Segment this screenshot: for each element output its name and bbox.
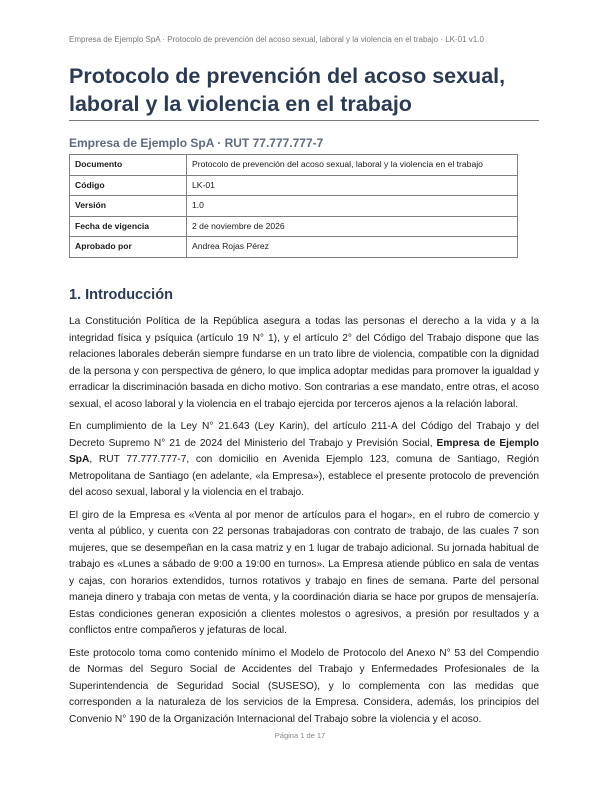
row-label: Versión	[70, 196, 187, 217]
row-value: Andrea Rojas Pérez	[187, 237, 518, 258]
paragraph: El giro de la Empresa es «Venta al por menor de artículos para el hogar», en el rubro de comercio y venta al público, y cuenta con 22 personas trabajadoras con contrato de trabajo, de las cuales 7 son mujeres, que se desempeñan en la casa matriz y en 1 lugar de trabajo adicional. Su jornada habitual de trabajo es «Lunes a sábado de 9:00 a 19:00 en turnos». La Empresa atiende público en sala de ventas y cajas, con horarios extendidos, turnos rotativos y trabajo en fines de semana. Parte del personal maneja dinero y trabaja con metas de venta, y la coordinación diaria se hace por grupos de mensajería. Estas condiciones generan exposición a clientes molestos o agresivos, a presión por resultados y a conflictos entre compañeros y jefaturas de local.	[69, 509, 539, 636]
page-number: Página 1 de 17	[274, 731, 326, 740]
metadata-table	[69, 154, 518, 258]
row-label: Documento	[70, 155, 187, 176]
paragraph-text: En cumplimiento de la Ley N° 21.643 (Ley Karin), del artículo 211-A del Código del Trabajo y del Decreto Supremo N° 21 de 2024 del Ministerio del Trabajo y Previsión Social,	[69, 421, 539, 449]
table-row	[70, 237, 518, 258]
paragraph: Este protocolo toma como contenido mínimo el Modelo de Protocolo del Anexo N° 53 del Compendio de Normas del Seguro Social de Accidentes del Trabajo y Enfermedades Profesionales de la Superintendencia de Seguridad Social (SUSESO), y lo complementa con las medidas que corresponden a la naturaleza de los servicios de la Empresa. Considera, además, los principios del Convenio N° 190 de la Organización Internacional del Trabajo sobre la violencia y el acoso.	[69, 647, 539, 725]
paragraph	[69, 419, 539, 502]
table-row	[70, 216, 518, 237]
company-line: Empresa de Ejemplo SpA · RUT 77.777.777-7	[69, 136, 324, 150]
running-header: Empresa de Ejemplo SpA · Protocolo de prevención del acoso sexual, laboral y la violencia en el trabajo · LK-01 v1.0	[69, 35, 484, 44]
row-label: Aprobado por	[70, 237, 187, 258]
row-label: Código	[70, 175, 187, 196]
row-value: 1.0	[187, 196, 518, 217]
row-value: 2 de noviembre de 2026	[187, 216, 518, 237]
row-value: LK-01	[187, 175, 518, 196]
section-heading: 1. Introducción	[69, 287, 173, 303]
title-divider	[69, 120, 539, 121]
section-body	[69, 314, 539, 734]
paragraph: La Constitución Política de la República asegura a todas las personas el derecho a la vida y a la integridad física y psíquica (artículo 19 N° 1), y el artículo 2° del Código del Trabajo dispone que las relaciones laborales deberán siempre fundarse en un trato libre de violencia, compatible con la dignidad de la persona y con perspectiva de género, lo que implica adoptar medidas para promover la igualdad y erradicar la discriminación basada en dicho motivo. Son contrarias a ese mandato, entre otras, el acoso sexual, el acoso laboral y la violencia en el trabajo ejercida por terceros ajenos a la relación laboral.	[69, 316, 539, 410]
company-name-bold: Empresa de Ejemplo SpA	[69, 437, 539, 465]
document-title: Protocolo de prevención del acoso sexual, laboral y la violencia en el trabajo	[69, 64, 506, 116]
table-row	[70, 196, 518, 217]
row-value: Protocolo de prevención del acoso sexual, laboral y la violencia en el trabajo	[187, 155, 518, 176]
table-row	[70, 155, 518, 176]
paragraph-text: , RUT 77.777.777-7, con domicilio en Avenida Ejemplo 123, comuna de Santiago, Región Metropolitana de Santiago (en adelante, «la Empresa»), establece el presente protocolo de prevención del acoso sexual, laboral y la violencia en el trabajo.	[69, 454, 539, 498]
row-label: Fecha de vigencia	[70, 216, 187, 237]
table-row	[70, 175, 518, 196]
